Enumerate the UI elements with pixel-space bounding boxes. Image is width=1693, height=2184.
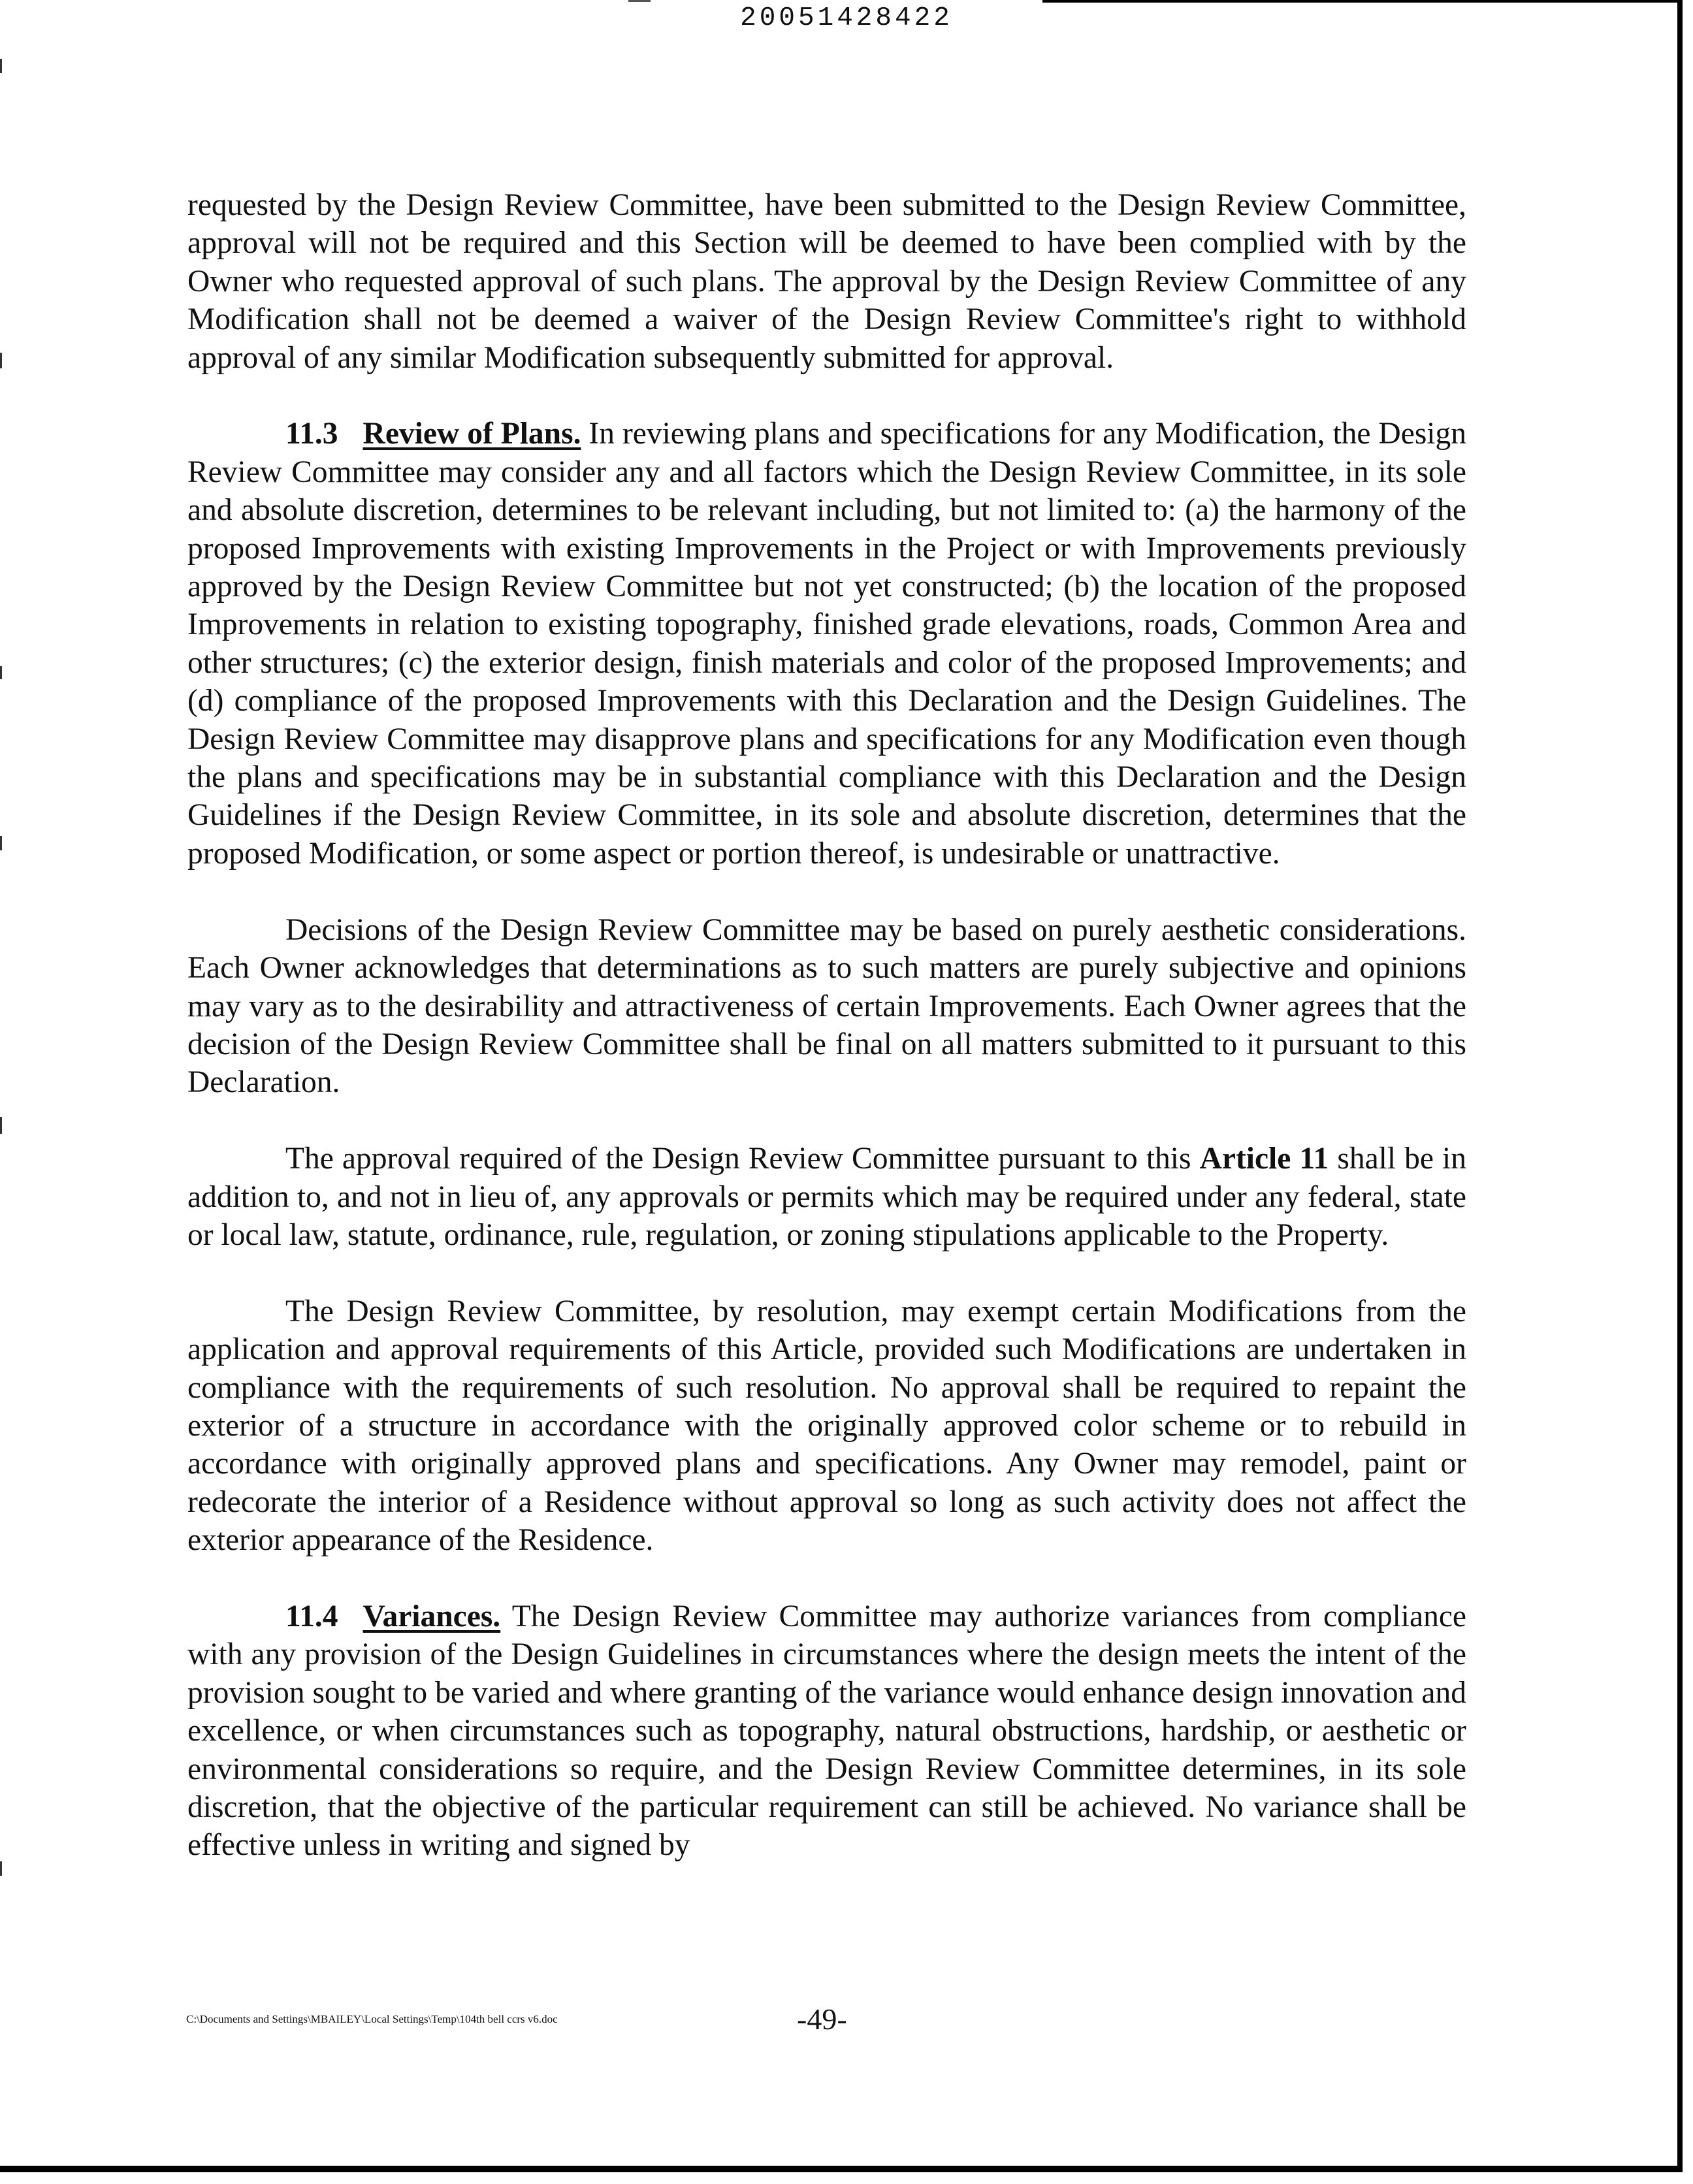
section-11-3 [187, 415, 1466, 873]
section-number: 11.3 [285, 417, 338, 451]
section-number: 11.4 [285, 1599, 338, 1633]
footer-file-path: C:\Documents and Settings\MBAILEY\Local Settings\Temp\104th bell ccrs v6.doc [186, 2013, 558, 2025]
page-number: -49- [797, 2002, 847, 2036]
scan-tick [0, 666, 2, 679]
section-text: The Design Review Committee may authorize variances from compliance with any provision of the Design Guidelines in circumstances where the design meets the intent of the provision sought to be varied and where granting of the variance would enhance design innovation and excellence, or when circumstances such as topography, natural obstructions, hardship, or aesthetic or environmental considerations so require, and the Design Review Committee determines, in its sole discretion, that the objective of the particular requirement can still be achieved. No variance shall be effective unless in writing and signed by [187, 1599, 1466, 1863]
document-body [187, 186, 1466, 1865]
section-heading: Variances. [363, 1599, 501, 1633]
section-heading: Review of Plans. [363, 417, 581, 451]
paragraph-approval [187, 1140, 1466, 1254]
scan-tick [0, 59, 2, 73]
paragraph-continuation: requested by the Design Review Committee, have been submitted to the Design Review Committee, approval will not be required and this Section will be deemed to have been complied with by the Owner who requested approval of such plans. The approval by the Design Review Committee of any Modification shall not be deemed a waiver of the Design Review Committee's right to withhold approval of any similar Modification subsequently submitted for approval. [187, 188, 1466, 375]
scan-tick [0, 353, 2, 368]
paragraph-exemptions: The Design Review Committee, by resolution, may exempt certain Modifications from the application and approval requirements of this Article, provided such Modifications are undertaken in compliance with the requirements of such resolution. No approval shall be required to repaint the exterior of a structure in accordance with the originally approved color scheme or to rebuild in accordance with originally approved plans and specifications. Any Owner may remodel, paint or redecorate the interior of a Residence without approval so long as such activity does not affect the exterior appearance of the Residence. [187, 1294, 1466, 1558]
document-number: 20051428422 [740, 3, 953, 33]
scan-border-bottom [0, 2166, 1683, 2172]
scan-border-right [1677, 0, 1683, 2166]
scan-tick [0, 1117, 2, 1134]
paragraph-decisions: Decisions of the Design Review Committee may be based on purely aesthetic considerations. Each Owner acknowledges that determinations as to such matters are purely subjective and opinions may vary as to the desirability and attractiveness of certain Improvements. Each Owner agrees that the decision of the Design Review Committee shall be final on all matters submitted to it pursuant to this Declaration. [187, 912, 1466, 1100]
paragraph-text: The approval required of the Design Review Committee pursuant to this [285, 1142, 1200, 1176]
section-11-4 [187, 1598, 1466, 1865]
scan-tick [0, 836, 2, 850]
article-reference: Article 11 [1199, 1142, 1329, 1176]
section-text: In reviewing plans and specifications for any Modification, the Design Review Committee may consider any and all factors which the Design Review Committee, in its sole and absolute discretion, determines to be relevant including, but not limited to: (a) the harmony of the proposed Improvements with existing Improvements in the Project or with Improvements previously approved by the Design Review Committee but not yet constructed; (b) the location of the proposed Improvements in relation to existing topography, finished grade elevations, roads, Common Area and other structures; (c) the exterior design, finish materials and color of the proposed Improvements; and (d) compliance of the proposed Improvements with this Declaration and the Design Guidelines. The Design Review Committee may disapprove plans and specifications for any Modification even though the plans and specifications may be in substantial compliance with this Declaration and the Design Guidelines if the Design Review Committee, in its sole and absolute discretion, determines that the proposed Modification, or some aspect or portion thereof, is undesirable or unattractive. [187, 417, 1467, 871]
scan-tick [0, 1861, 2, 1876]
paragraph-text: shall be in addition to, and not in lieu of, any approvals or permits which may be required under any federal, state or local law, statute, ordinance, rule, regulation, or zoning stipulations applicable to the Property. [187, 1142, 1466, 1252]
